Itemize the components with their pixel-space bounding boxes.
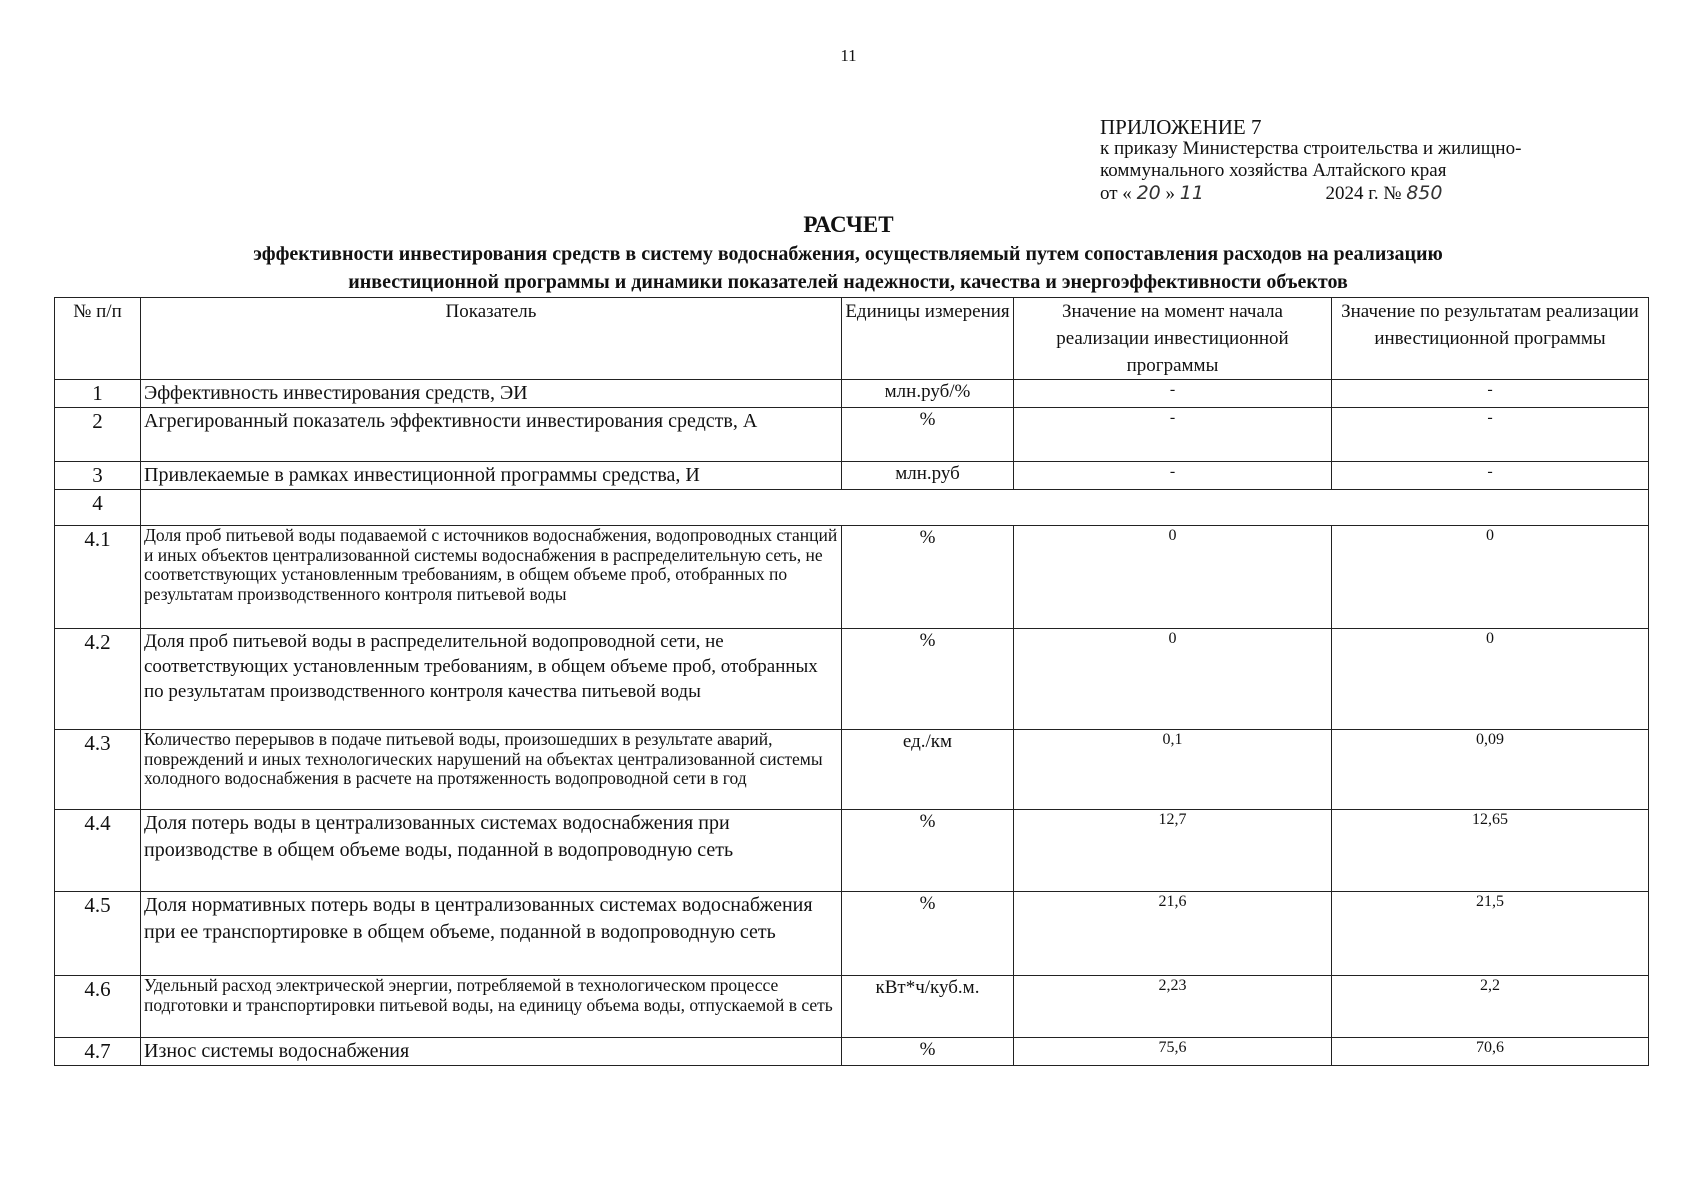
table-row	[55, 526, 1649, 629]
year-text: 2024 г. №	[1325, 183, 1402, 204]
header-num: № п/п	[55, 298, 141, 380]
table-row	[55, 629, 1649, 730]
row-indicator: Доля проб питьевой воды подаваемой с источников водоснабжения, водопроводных станций и иных объектов централизованной системы водоснабжения в распределительную сеть, не соответствующих установленным требованиям, в общем объеме проб, отобранных по результатам производственного контроля питьевой воды	[141, 526, 842, 629]
table-row	[55, 1038, 1649, 1066]
table-row	[55, 380, 1649, 408]
row-indicator: Агрегированный показатель эффективности инвестирования средств, А	[141, 408, 842, 462]
document-subtitle	[118, 240, 1578, 296]
row-unit: %	[842, 408, 1014, 462]
row-start-value: -	[1014, 380, 1332, 408]
row-number: 2	[55, 408, 141, 462]
table-row	[55, 892, 1649, 976]
header-indicator: Показатель	[141, 298, 842, 380]
row-start-value: 21,6	[1014, 892, 1332, 976]
row-unit: млн.руб/%	[842, 380, 1014, 408]
table-row	[55, 976, 1649, 1038]
table-row-section	[55, 490, 1649, 526]
row-result-value: 0	[1332, 526, 1649, 629]
table-row	[55, 462, 1649, 490]
row-indicator: Доля проб питьевой воды в распределительной водопроводной сети, не соответствующих установленным требованиям, в общем объеме проб, отобранных по результатам производственного контроля качества питьевой воды	[141, 629, 842, 730]
row-indicator: Количество перерывов в подаче питьевой воды, произошедших в результате аварий, повреждений и иных технологических нарушений на объектах централизованной системы холодного водоснабжения в расчете на протяженность водопроводной сети в год	[141, 730, 842, 810]
row-indicator: Износ системы водоснабжения	[141, 1038, 842, 1066]
row-number: 1	[55, 380, 141, 408]
row-number: 4.4	[55, 810, 141, 892]
table-header-row	[55, 298, 1649, 380]
appendix-line-2: коммунального хозяйства Алтайского края	[1100, 160, 1447, 181]
row-start-value: 0	[1014, 629, 1332, 730]
row-result-value: 70,6	[1332, 1038, 1649, 1066]
appendix-title: ПРИЛОЖЕНИЕ 7	[1100, 115, 1262, 139]
row-unit: кВт*ч/куб.м.	[842, 976, 1014, 1038]
row-result-value: 21,5	[1332, 892, 1649, 976]
date-mid: »	[1165, 183, 1175, 204]
table-row	[55, 810, 1649, 892]
page-number: 11	[840, 46, 857, 65]
row-start-value: 0	[1014, 526, 1332, 629]
row-start-value: 75,6	[1014, 1038, 1332, 1066]
subtitle-line-2: инвестиционной программы и динамики показателей надежности, качества и энергоэффективности объектов	[348, 271, 1348, 293]
row-indicator: Доля потерь воды в централизованных системах водоснабжения при производстве в общем объеме воды, поданной в водопроводную сеть	[141, 810, 842, 892]
header-result-value: Значение по результатам реализации инвестиционной программы	[1332, 298, 1649, 380]
table-row	[55, 730, 1649, 810]
handwritten-day: 20	[1136, 182, 1161, 204]
row-unit: %	[842, 810, 1014, 892]
row-number: 4.1	[55, 526, 141, 629]
header-unit: Единицы измерения	[842, 298, 1014, 380]
row-number: 3	[55, 462, 141, 490]
date-prefix: от «	[1100, 183, 1132, 204]
calculation-table	[54, 297, 1649, 1066]
row-number: 4.2	[55, 629, 141, 730]
row-section-empty	[141, 490, 1649, 526]
row-result-value: 0	[1332, 629, 1649, 730]
row-result-value: 2,2	[1332, 976, 1649, 1038]
appendix-line-1: к приказу Министерства строительства и жилищно-	[1100, 138, 1522, 159]
row-start-value: -	[1014, 408, 1332, 462]
row-unit: %	[842, 1038, 1014, 1066]
row-start-value: 12,7	[1014, 810, 1332, 892]
row-start-value: 2,23	[1014, 976, 1332, 1038]
row-start-value: 0,1	[1014, 730, 1332, 810]
row-unit: %	[842, 526, 1014, 629]
row-unit: %	[842, 892, 1014, 976]
row-indicator: Привлекаемые в рамках инвестиционной программы средства, И	[141, 462, 842, 490]
row-unit: ед./км	[842, 730, 1014, 810]
row-number: 4.3	[55, 730, 141, 810]
row-start-value: -	[1014, 462, 1332, 490]
row-result-value: -	[1332, 462, 1649, 490]
row-number: 4.6	[55, 976, 141, 1038]
row-number: 4	[55, 490, 141, 526]
row-result-value: 12,65	[1332, 810, 1649, 892]
handwritten-month: 11	[1179, 182, 1204, 204]
row-number: 4.5	[55, 892, 141, 976]
row-indicator: Эффективность инвестирования средств, ЭИ	[141, 380, 842, 408]
header-start-value: Значение на момент начала реализации инвестиционной программы	[1014, 298, 1332, 380]
table-row	[55, 408, 1649, 462]
row-unit: млн.руб	[842, 462, 1014, 490]
row-result-value: -	[1332, 380, 1649, 408]
row-result-value: -	[1332, 408, 1649, 462]
appendix-date-line	[1100, 182, 1521, 205]
appendix-block	[1100, 116, 1521, 205]
row-unit: %	[842, 629, 1014, 730]
subtitle-line-1: эффективности инвестирования средств в систему водоснабжения, осуществляемый путем сопоставления расходов на реализацию	[253, 243, 1443, 265]
handwritten-number: 850	[1406, 182, 1443, 204]
row-indicator: Доля нормативных потерь воды в централизованных системах водоснабжения при ее транспортировке в общем объеме, поданной в водопроводную сеть	[141, 892, 842, 976]
row-number: 4.7	[55, 1038, 141, 1066]
document-title: РАСЧЕТ	[803, 212, 894, 237]
row-indicator: Удельный расход электрической энергии, потребляемой в технологическом процессе подготовки и транспортировки питьевой воды, на единицу объема воды, отпускаемой в сеть	[141, 976, 842, 1038]
row-result-value: 0,09	[1332, 730, 1649, 810]
